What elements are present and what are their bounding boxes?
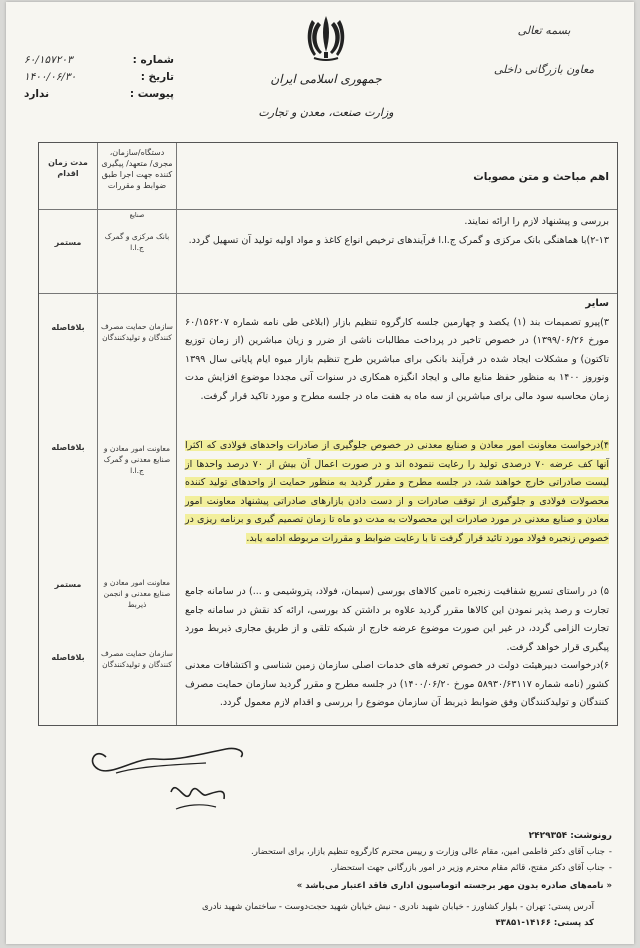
header-responsible: دستگاه/سازمان، مجری/ متعهد/ پیگیری کننده جهت اجرا طبق ضوابط و مقررات — [101, 148, 173, 190]
row1-divider — [39, 293, 617, 294]
letter-page — [6, 2, 634, 944]
country-name: جمهوری اسلامی ایران — [270, 72, 382, 86]
row5-time: بلافاصله — [51, 653, 85, 662]
number-label: شماره : — [132, 54, 174, 66]
cc-title: رونوشت: ۲۴۲۹۳۵۴ — [528, 831, 612, 841]
row4-block — [185, 583, 609, 657]
row4-text: ۵) در راستای تسریع شفافیت زنجیره تامین کالاهای بورسی (سیمان، فولاد، پتروشیمی و ...) در سامانه جامع تجارت و رصد پذیر نمودن این کالاها مقرر گردید علاوه بر داشتن کد بورسی، ارائه کد نقش در سامانه جامع تجارت الزامی گردد، در غیر این صورت موضوع عرضه خارج از شبکه تلقی و از طریق مجاری ذیربط مورد پیگیری قرار خواهد گرفت. — [185, 586, 609, 653]
row1-time: مستمر — [54, 238, 82, 247]
cc-item: - جناب آقای دکتر فاطمی امین، مقام عالی وزارت و رییس محترم کارگروه تنظیم بازار، برای استحضار. — [142, 844, 612, 860]
row2-block — [185, 295, 609, 406]
attachment-row — [24, 86, 174, 103]
ministry-name: وزارت صنعت، معدن و تجارت — [258, 106, 394, 119]
row3-time: بلافاصله — [51, 443, 85, 452]
validity-notice: « نامه‌های صادره بدون مهر برجسته اتوماسیون اداری فاقد اعتبار می‌باشد » — [296, 881, 612, 891]
row5-responsible: سازمان حمایت مصرف کنندگان و تولیدکنندگان — [101, 649, 173, 669]
footer-address — [114, 899, 594, 931]
row3-text: ۴)درخواست معاونت امور معادن و صنایع معدنی در خصوص جلوگیری از صادرات واحدهای فولادی که اکثرا آنها کف عرضه ۷۰ درصدی تولید را رعایت ننموده اند و در صورت اعمال آن بیش از ۷۰ درصد واحدها از لیست صادراتی خارج خواهند شد، در جلسه مطرح و مقرر گردید به منظور حمایت از واحدهای تولید کننده محصولات فولادی و جلوگیری از توقف صادرات و از دست دادن بازارهای صادراتی پیشنهاد معاونت امور معادن و صنایع معدنی در مورد صادرات این محصولات به مدت دو ماه تا زمان تصمیم گیری و برنامه ریزی در خصوص زنجیره فولاد مورد تائید قرار گرفت تا با رعایت ضوابط و مقررات مربوطه ادامه یابد. — [185, 440, 609, 544]
row1-line1: بررسی و پیشنهاد لازم را ارائه نمایند. — [464, 216, 609, 227]
row4-responsible: معاونت امور معادن و صنایع معدنی و انجمن ذیربط — [103, 578, 171, 609]
cc-item-2: جناب آقای دکتر مفتح، قائم مقام محترم وزیر در امور بازرگانی جهت استحضار. — [330, 863, 605, 873]
row1-line2: ۲-۱۳)با هماهنگی بانک مرکزی و گمرک ج.ا.ا فرآیندهای ترخیص انواع کاغذ و مواد اولیه تولید آن تسهیل گردد. — [188, 234, 609, 246]
row3-responsible: معاونت امور معادن و صنایع معدنی و گمرک ج.ا.ا — [103, 444, 171, 475]
cc-item: - جناب آقای دکتر مفتح، قائم مقام محترم وزیر در امور بازرگانی جهت استحضار. — [142, 860, 612, 876]
date-row — [24, 69, 174, 86]
cc-item-1: جناب آقای دکتر فاطمی امین، مقام عالی وزارت و رییس محترم کارگروه تنظیم بازار، برای استحضار. — [251, 847, 605, 857]
header-time: مدت زمان اقدام — [48, 158, 88, 178]
iran-emblem-icon — [304, 12, 348, 62]
date-label: تاریخ : — [140, 71, 174, 83]
date-value: ۱۴۰۰/۰۶/۳۰ — [24, 71, 77, 83]
header-center — [251, 12, 401, 119]
attachment-label: پیوست : — [129, 88, 174, 100]
number-value: ۶۰/۱۵۷۲۰۳ — [24, 54, 73, 66]
row3-block — [185, 437, 609, 548]
header-main: اهم مباحث و متن مصوبات — [473, 171, 609, 183]
row4-time: مستمر — [54, 580, 82, 589]
bismillah-text: بسمه تعالی — [517, 24, 571, 37]
row2-responsible: سازمان حمایت مصرف کنندگان و تولیدکنندگان — [101, 322, 173, 342]
resolutions-table — [38, 142, 618, 726]
header-right — [484, 24, 604, 76]
postal-address: آدرس پستی: تهران - بلوار کشاورز - خیابان شهید نادری - نبش خیابان شهید حجت‌دوست - ساختمان شهید نادری — [201, 902, 594, 912]
section-title: سایر — [585, 298, 609, 309]
number-row — [24, 52, 174, 69]
row5-text: ۶)درخواست دبیرهیئت دولت در خصوص تعرفه های خدمات اصلی سازمان زمین شناسی و اکتشافات معدنی کشور (نامه شماره ۵۸۹۳۰/۶۳۱۱۷ مورخ ۱۴۰۰/۰۶/۲۰) در جلسه مطرح و مقرر گردید سازمان حمایت مصرف کنندگان و تولیدکنندگان وفق ضوابط ذیربط آن سازمان موضوع را بررسی و اقدام لازم معمول گردد. — [185, 660, 610, 708]
row2-time: بلافاصله — [51, 323, 85, 332]
header-subheader: صنایع — [129, 211, 145, 219]
department-name: معاون بازرگانی داخلی — [493, 63, 595, 76]
row2-text: ۳)پیرو تصمیمات بند (۱) یکصد و چهارمین جلسه کارگروه تنظیم بازار (ابلاغی طی نامه شماره ۶۰/۱۵۶۲۰۷ مورخ ۱۳۹۹/۰۶/۲۶) در خصوص تاخیر در پرداخت مطالبات ناشی از ضرر و زیان مباشرین (از زمان توزیع تاکتون) و مشکلات ایجاد شده در فرآیند بانکی برای مباشرین طرح تنظیم بازار میوه ایام پایانی سال ۱۳۹۹ ونوروز ۱۴۰۰ به منظور حفظ منابع مالی و ایجاد انگیزه همکاری در سنوات آتی مجددا موضوع افزایش مدت زمان محاسبه سود مالی برای مباشرین از سه ماه به هفت ماه در جلسه مطرح و مورد تاکید قرار گرفت. — [185, 316, 609, 402]
handwritten-signature — [76, 737, 276, 827]
footer-cc — [142, 828, 612, 894]
row5-block — [185, 657, 609, 713]
row1-text — [185, 213, 609, 250]
row1-responsible: بانک مرکزی و گمرک ج.ا.ا — [104, 232, 170, 252]
attachment-value: ندارد — [24, 88, 50, 100]
postal-code: کد پستی: ۱۴۱۶۶-۴۳۸۵۱ — [495, 918, 594, 928]
letter-meta — [24, 52, 174, 103]
